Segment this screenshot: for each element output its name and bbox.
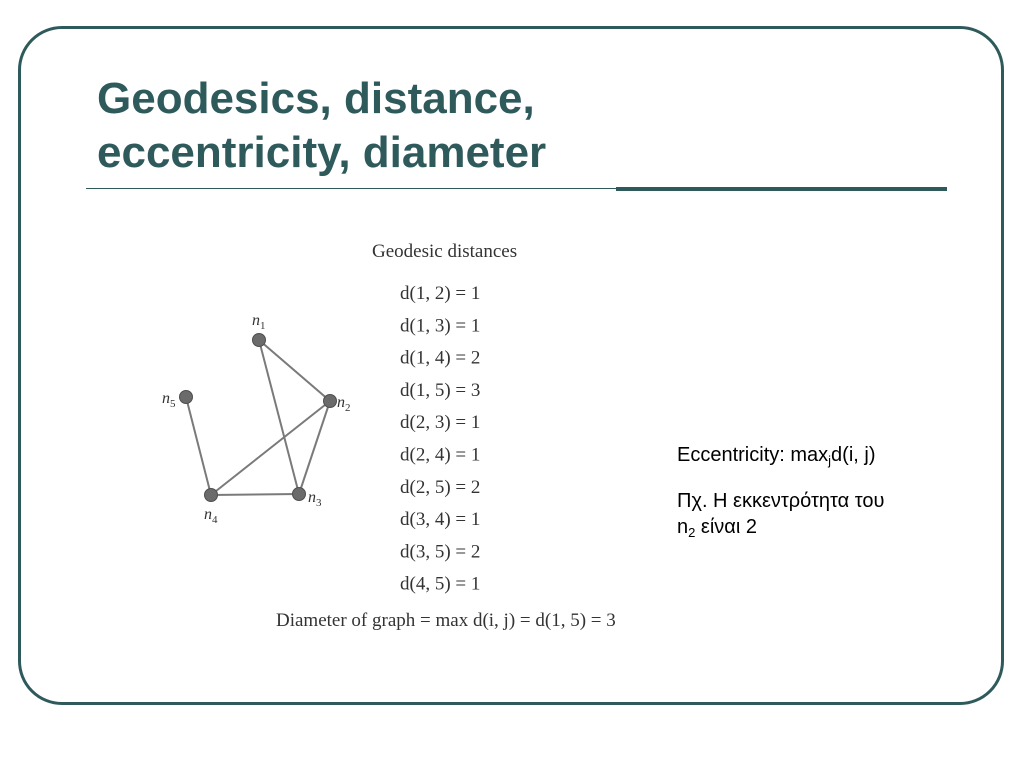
distance-entry: d(1, 3) = 1 (400, 315, 481, 337)
eccentricity-prefix: Eccentricity: max (677, 444, 829, 466)
example-suffix: είναι 2 (695, 516, 757, 538)
example-node: n (677, 516, 689, 538)
slide-title-line-1: Geodesics, distance, (97, 74, 535, 123)
distance-entry: d(2, 3) = 1 (400, 412, 481, 434)
node-label-n5: $n_5$ (162, 390, 176, 410)
example-line-1: Πχ. Η εκκεντρότητα του (677, 490, 885, 512)
edge-n1-n2 (259, 340, 330, 401)
eccentricity-suffix: d(i, j) (831, 444, 876, 466)
node-n4 (205, 489, 218, 502)
edge-n2-n4 (211, 401, 330, 495)
node-label-n2: $n_2$ (337, 394, 351, 414)
distance-entry: d(1, 5) = 3 (400, 379, 481, 401)
title-underline-thin (86, 188, 616, 189)
slide-title (97, 72, 717, 180)
edge-n1-n3 (259, 340, 299, 494)
node-n5 (180, 391, 193, 404)
eccentricity-example (677, 488, 977, 540)
distance-list (400, 283, 480, 595)
node-n1 (253, 334, 266, 347)
distance-entry: d(4, 5) = 1 (400, 573, 481, 595)
eccentricity-subscript: j (828, 453, 832, 468)
geodesic-heading: Geodesic distances (372, 241, 518, 262)
graph-edges (186, 340, 330, 495)
edge-n4-n5 (186, 397, 211, 495)
node-label-n4: $n_4$ (204, 506, 218, 526)
distance-entry: d(1, 4) = 2 (400, 347, 481, 369)
node-n3 (293, 488, 306, 501)
edge-n3-n4 (211, 494, 299, 495)
eccentricity-definition (677, 442, 977, 468)
distance-entry: d(1, 2) = 1 (400, 283, 481, 304)
distance-entry: d(3, 5) = 2 (400, 541, 481, 563)
node-label-n3: $n_3$ (308, 489, 322, 509)
slide-title-line-2: eccentricity, diameter (97, 128, 547, 177)
distance-entry: d(2, 5) = 2 (400, 476, 481, 498)
diameter-line: Diameter of graph = max d(i, j) = d(1, 5) = 3 (276, 610, 616, 631)
title-underline-thick (616, 187, 947, 191)
node-label-n1: $n_1$ (252, 312, 266, 332)
node-n2 (324, 395, 337, 408)
distance-entry: d(3, 4) = 1 (400, 509, 481, 531)
distance-entry: d(2, 4) = 1 (400, 444, 481, 466)
example-node-subscript: 2 (688, 525, 696, 540)
edge-n2-n3 (299, 401, 330, 494)
geodesic-figure (150, 228, 630, 648)
